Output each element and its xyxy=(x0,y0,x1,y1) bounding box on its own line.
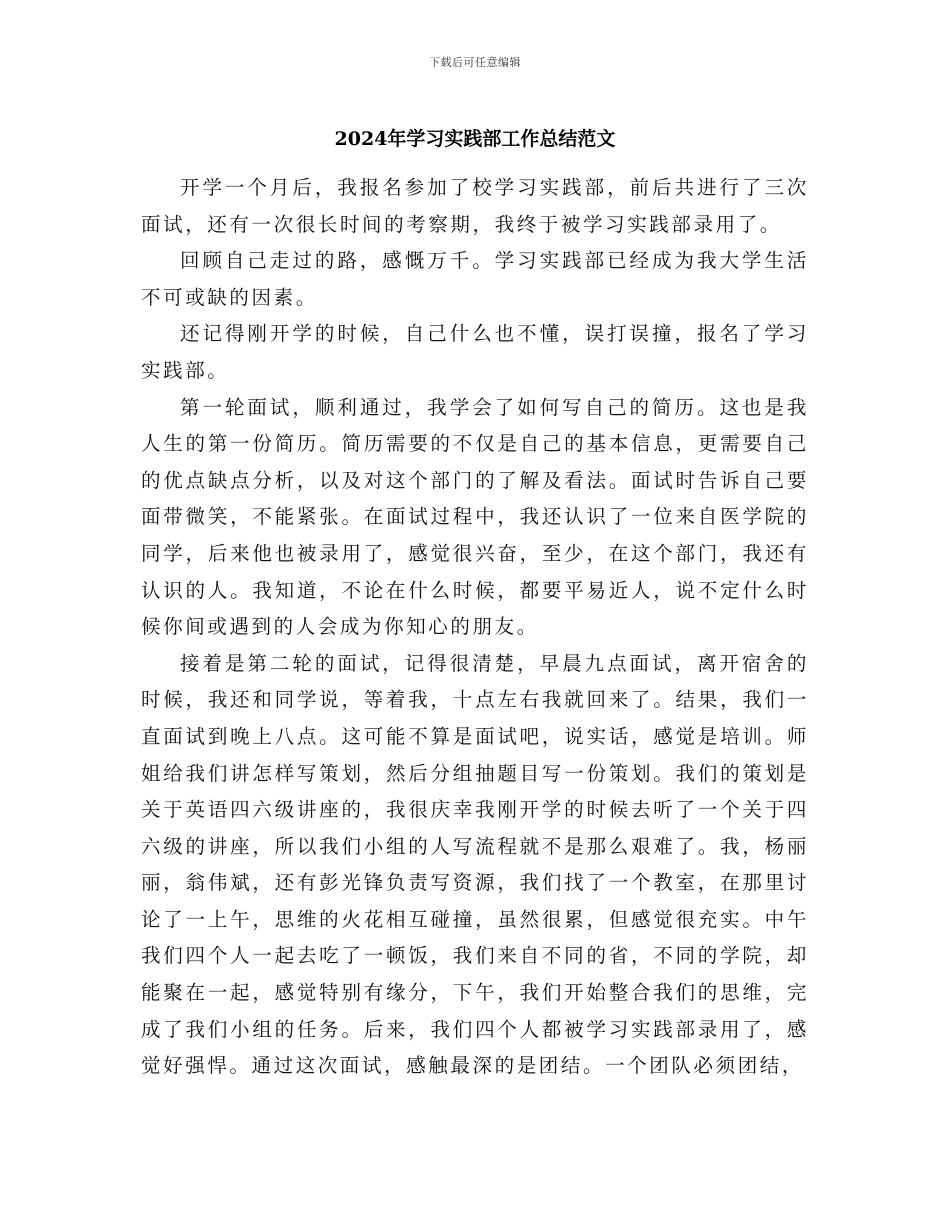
paragraph: 接着是第二轮的面试，记得很清楚，早晨九点面试，离开宿舍的时候，我还和同学说，等着我，十点左右我就回来了。结果，我们一直面试到晚上八点。这可能不算是面试吧，说实话，感觉是培训。师姐给我们讲怎样写策划，然后分组抽题目写一份策划。我们的策划是关于英语四六级讲座的，我很庆幸我刚开学的时候去听了一个关于四六级的讲座，所以我们小组的人写流程就不是那么艰难了。我，杨丽丽，翁伟斌，还有彭光锋负责写资源，我们找了一个教室，在那里讨论了一上午，思维的火花相互碰撞，虽然很累，但感觉很充实。中午我们四个人一起去吃了一顿饭，我们来自不同的省，不同的学院，却能聚在一起，感觉特别有缘分，下午，我们开始整合我们的思维，完成了我们小组的任务。后来，我们四个人都被学习实践部录用了，感觉好强悍。通过这次面试，感触最深的是团结。一个团队必须团结， xyxy=(141,651,809,1078)
paragraph: 第一轮面试，顺利通过，我学会了如何写自己的简历。这也是我人生的第一份简历。简历需要的不仅是自己的基本信息，更需要自己的优点缺点分析，以及对这个部门的了解及看法。面试时告诉自己要面带微笑，不能紧张。在面试过程中，我还认识了一位来自医学院的同学，后来他也被录用了，感觉很兴奋，至少，在这个部门，我还有认识的人。我知道，不论在什么时候，都要平易近人，说不定什么时候你间或遇到的人会成为你知心的朋友。 xyxy=(141,395,809,639)
paragraph: 开学一个月后，我报名参加了校学习实践部，前后共进行了三次面试，还有一次很长时间的考察期，我终于被学习实践部录用了。 xyxy=(141,176,809,236)
header-note: 下载后可任意编辑 xyxy=(429,56,521,69)
document-title: 2024年学习实践部工作总结范文 xyxy=(334,128,616,150)
paragraph: 还记得刚开学的时候，自己什么也不懂，误打误撞，报名了学习实践部。 xyxy=(141,322,809,382)
document-body xyxy=(141,170,809,1085)
paragraph: 回顾自己走过的路，感慨万千。学习实践部已经成为我大学生活不可或缺的因素。 xyxy=(141,249,809,309)
